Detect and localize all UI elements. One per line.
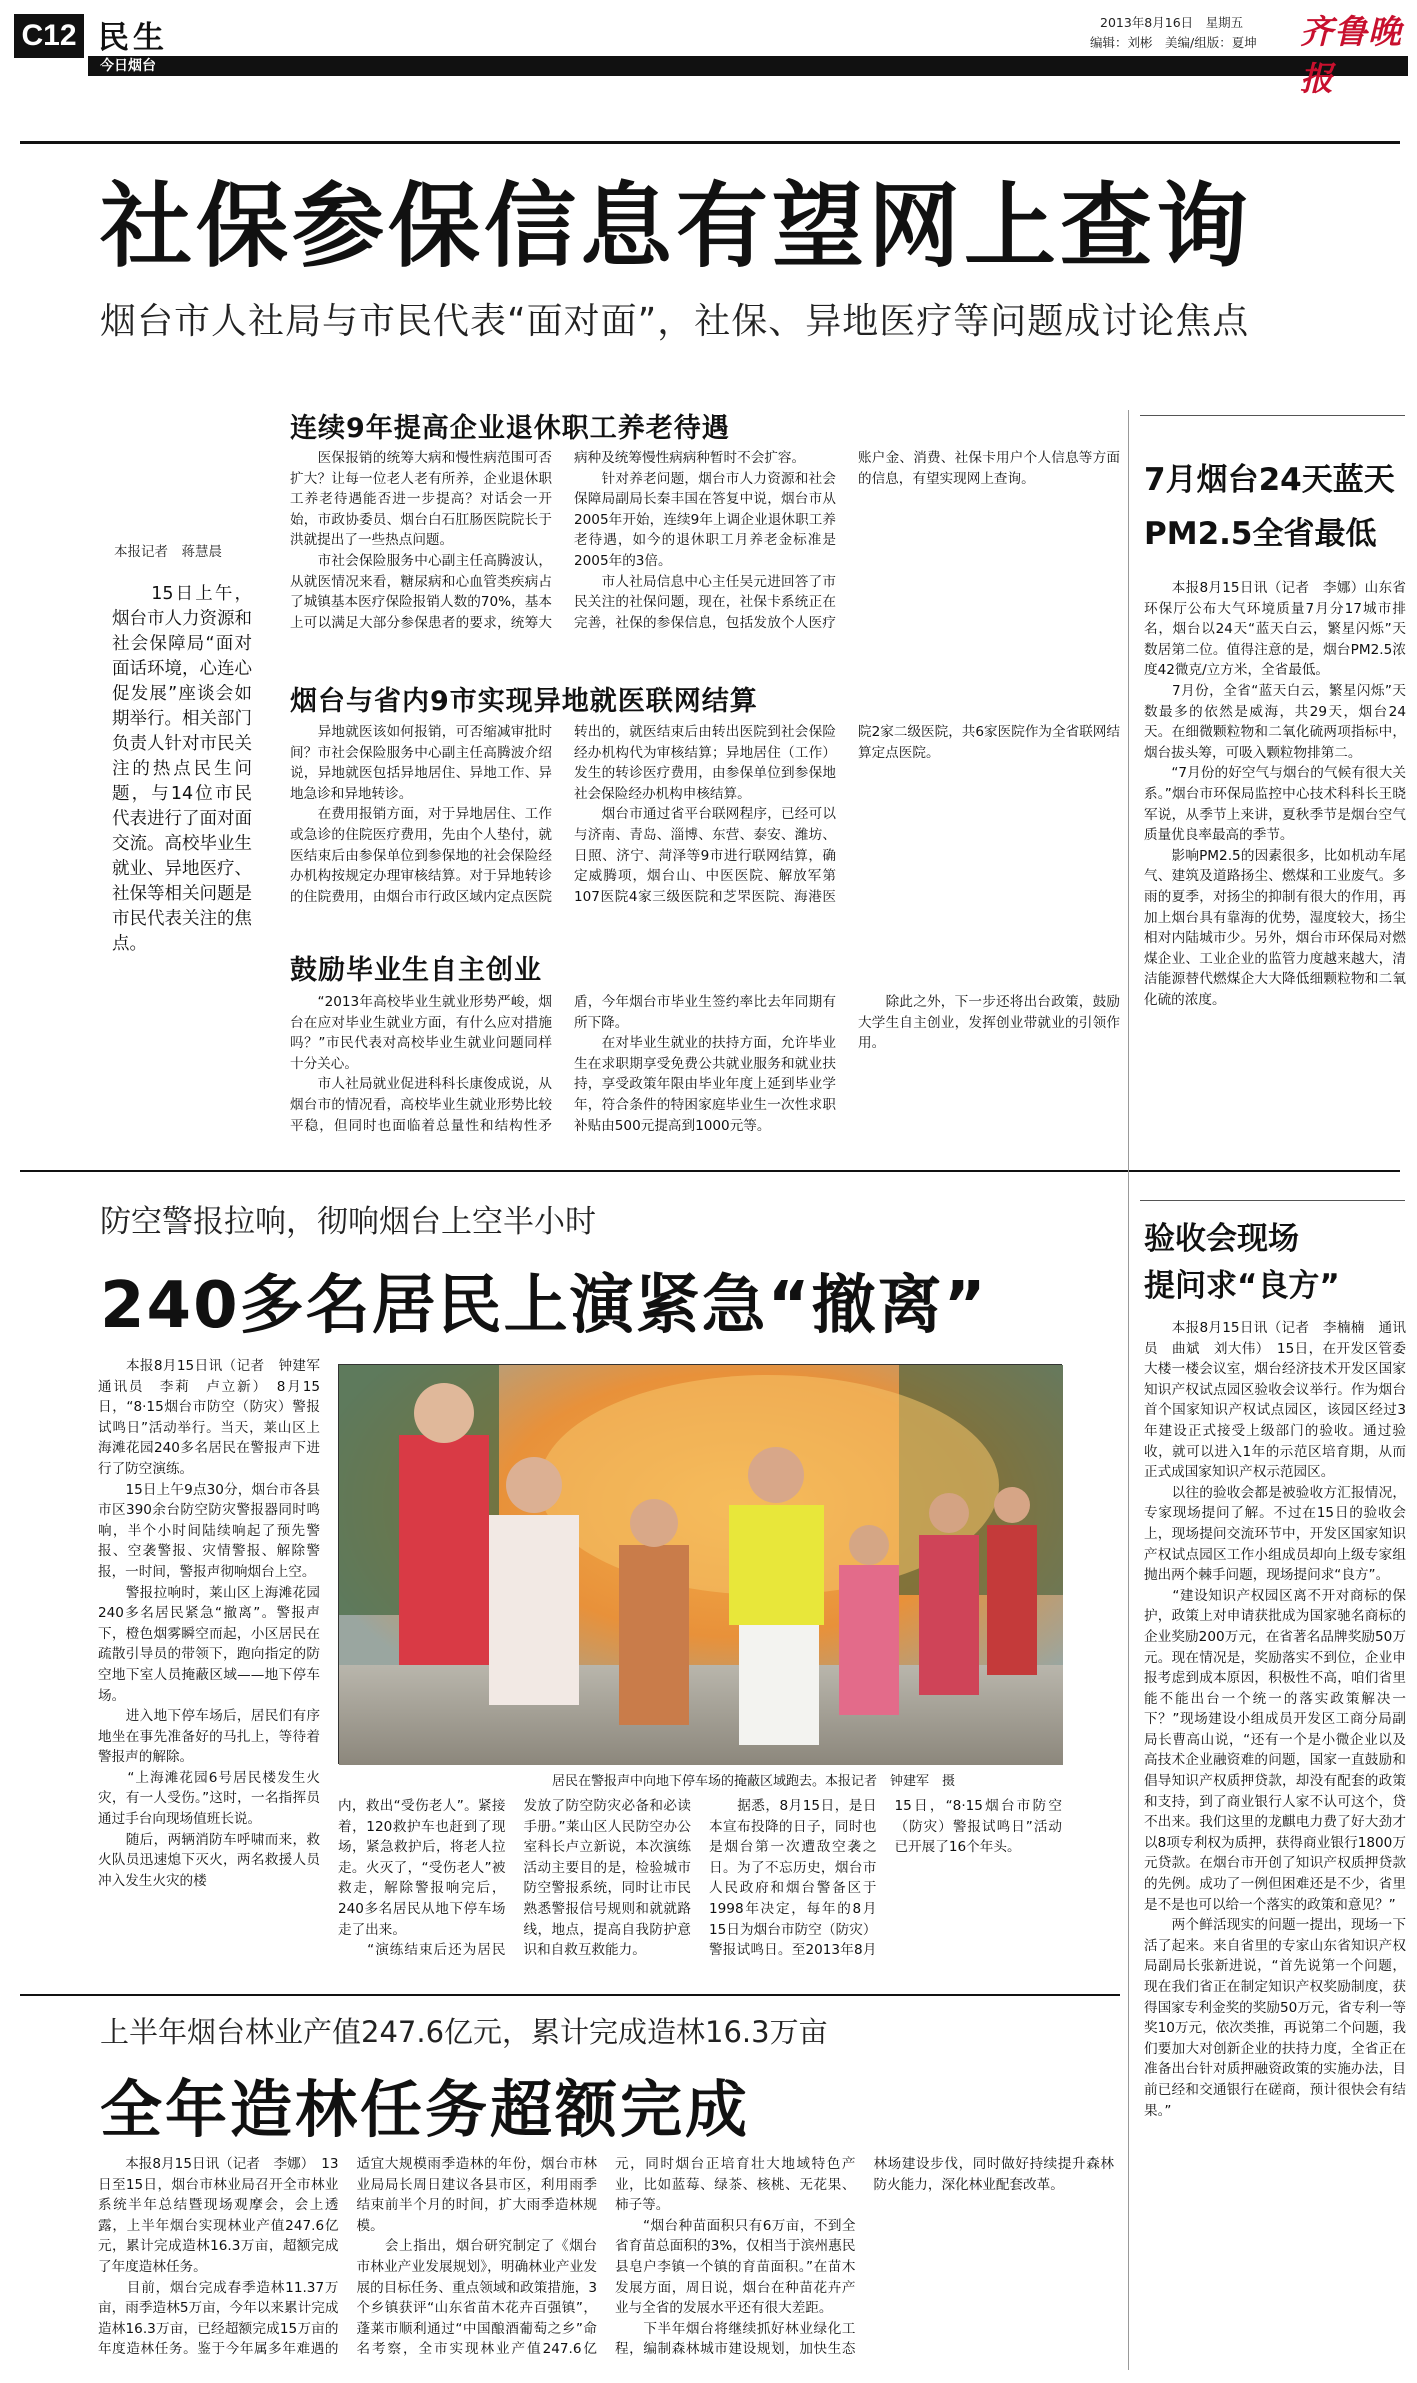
airraid-kicker: 防空警报拉响，彻响烟台上空半小时 — [100, 1204, 596, 1240]
ip-headline-1: 验收会现场 — [1144, 1221, 1299, 1257]
subsection-bar — [88, 56, 1408, 76]
lead-byline: 本报记者 蒋慧晨 — [114, 544, 222, 560]
section-title-medical: 烟台与省内9市实现异地就医联网结算 — [290, 686, 758, 717]
evacuation-photo-illustration — [339, 1365, 1063, 1765]
airraid-body-left: 本报8月15日讯（记者 钟建军 通讯员 李莉 卢立新） 8月15日，“8·15烟台市防空（防灾）警报试鸣日”活动举行。当天，莱山区上海滩花园240多名居民在警报声下进行了防空演练。 15日上午9点30分，烟台市各县市区390余台防空防灾警报器同时鸣响，半个小时间陆续响起了预先警报、空袭警报、灾情警报、解除警报，一时间，警报声彻响烟台上空。 警报拉响时，莱山区上海滩花园240多名居民紧急“撤离”。警报声下，橙色烟雾瞬空而起，小区居民在疏散引导员的带领下，跑向指定的防空地下室人员掩蔽区域——地下停车场。 进入地下停车场后，居民们有序地坐在事先准备好的马扎上，等待着警报声的解除。 “上海滩花园6号居民楼发生火灾，有一人受伤。”这时，一名指挥员通过手台向现场值班长说。 随后，两辆消防车呼啸而来，救火队员迅速熄下灭火，两名救援人员冲入发生火灾的楼 — [98, 1358, 320, 1889]
section-name: 民生 — [98, 20, 168, 56]
section-title-pension: 连续9年提高企业退休职工养老待遇 — [290, 413, 730, 444]
airraid-headline: 240多名居民上演紧急“撤离” — [100, 1269, 988, 1343]
ip-headline-2: 提问求“良方” — [1144, 1268, 1340, 1304]
right-column-divider — [1128, 410, 1129, 2370]
masthead — [0, 0, 1417, 98]
pm25-body: 本报8月15日讯（记者 李娜）山东省环保厅公布大气环境质量7月分17城市排名，烟台以24天“蓝天白云，繁星闪烁”天数居第二位。值得注意的是，烟台PM2.5浓度42微克/立方米，全省最低。 7月份，全省“蓝天白云，繁星闪烁”天数最多的依然是威海，共29天，烟台24天。在细微颗粒物和二氧化硫两项指标中，烟台拔头筹，可吸入颗粒物排第二。 “7月份的好空气与烟台的气候有很大关系。”烟台市环保局监控中心技术科科长王晓军说，从季节上来讲，夏秋季节是烟台空气质量优良率最高的季节。 影响PM2.5的因素很多，比如机动车尾气、建筑及道路扬尘、燃煤和工业废气。多雨的夏季，对扬尘的抑制有很大的作用，再加上烟台具有靠海的优势，湿度较大，扬尘相对内陆城市少。另外，烟台市环保局对燃煤企业、工业企业的监管力度越来越大，清洁能源替代燃煤企大大降低细颗粒物和二氧化硫的浓度。 — [1144, 580, 1406, 1008]
section-body-graduates: “2013年高校毕业生就业形势严峻，烟台在应对毕业生就业方面，有什么应对措施吗？”市民代表对高校毕业生就业问题同样十分关心。 市人社局就业促进科科长康俊成说，从烟台市的情况看，高校毕业生就业形势比较平稳，但同时也面临着总量性和结构性矛盾，今年烟台市毕业生签约率比去年同期有所下降。 在对毕业生就业的扶持方面，允许毕业生在求职期享受免费公共就业服务和就业扶持，享受政策年限由毕业年度上延到毕业学年，符合条件的特困家庭毕业生一次性求职补贴由500元提高到1000元等。 除此之外，下一步还将出台政策，鼓励大学生自主创业，发挥创业带就业的引领作用。 — [290, 994, 1120, 1134]
forestry-body: 本报8月15日讯（记者 李娜） 13日至15日，烟台市林业局召开全市林业系统半年总结暨现场观摩会，会上透露，上半年烟台实现林业产值247.6亿元，累计完成造林16.3万亩，超额完成了年度造林任务。 目前，烟台完成春季造林11.37万亩，雨季造林5万亩，今年以来累计完成造林16.3万亩，已经超额完成15万亩的年度造林任务。鉴于今年属多年难遇的适宜大规模雨季造林的年份，烟台市林业局局长周日建议各县市区，利用雨季结束前半个月的时间，扩大雨季造林规模。 会上指出，烟台研究制定了《烟台市林业产业发展规划》，明确林业产业发展的目标任务、重点领域和政策措施，3个乡镇获评“山东省苗木花卉百强镇”，蓬莱市顺利通过“中国酿酒葡萄之乡”命名考察，全市实现林业产值247.6亿元，同时烟台正培育壮大地域特色产业，比如蓝莓、绿茶、核桃、无花果、柿子等。 “烟台种苗面积只有6万亩，不到全省育苗总面积的3%，仅相当于滨州惠民县皂户李镇一个镇的育苗面积。”在苗木发展方面，周日说，烟台在种苗花卉产业与全省的发展水平还有很大差距。 下半年烟台将继续抓好林业绿化工程，编制森林城市建设规划，加快生态林场建设步伐，同时做好持续提升森林防火能力，深化林业配套改革。 — [98, 2156, 1114, 2358]
forestry-kicker: 上半年烟台林业产值247.6亿元，累计完成造林16.3万亩 — [100, 2015, 828, 2049]
airraid-photo-caption: 居民在警报声中向地下停车场的掩蔽区域跑去。本报记者 钟建军 摄 — [552, 1774, 956, 1789]
editors-line: 编辑：刘彬 美编/组版：夏坤 — [1090, 35, 1257, 50]
airraid-photo — [338, 1364, 1062, 1764]
airraid-body-bottom: 内，救出“受伤老人”。紧接着，120救护车也赶到了现场，紧急救护后，将老人拉走。火灭了，“受伤老人”被救走，解除警报响完后，240多名居民从地下停车场走了出来。 “演练结束后还为居民发放了防空防灾必备和必读手册。”莱山区人民防空办公室科长卢立新说，本次演练活动主要目的是，检验城市防空警报系统，同时让市民熟悉警报信号规则和就就路线，地点，提高自我防护意识和自救互救能力。 据悉，8月15日，是日本宣布投降的日子，同时也是烟台第一次遭敌空袭之日。为了不忘历史，烟台市人民政府和烟台警备区于1998年决定，每年的8月15日为烟台市防空（防灾）警报试鸣日。至2013年8月15日，“8·15烟台市防空（防灾）警报试鸣日”活动已开展了16个年头。 — [338, 1798, 1062, 1959]
paper-logo: 齐鲁晚报 — [1300, 12, 1402, 98]
pm25-headline-2: PM2.5全省最低 — [1144, 516, 1377, 552]
ip-body: 本报8月15日讯（记者 李楠楠 通讯员 曲斌 刘大伟） 15日，在开发区管委大楼一楼会议室，烟台经济技术开发区国家知识产权试点园区验收会议举行。作为烟台首个国家知识产权试点园区，该园区经过3年建设正式接受上级部门的验收。通过验收，就可以进入1年的示范区培育期，从而正式成国家知识产权示范园区。 以往的验收会都是被验收方汇报情况，专家现场提问了解。不过在15日的验收会上，现场提问交流环节中，开发区国家知识产权试点园区工作小组成员却向上级专家组抛出两个棘手问题，现场提问求“良方”。 “建设知识产权园区离不开对商标的保护，政策上对申请获批成为国家驰名商标的企业奖励200万元，在省著名品牌奖励50万元。现在情况是，奖励落实不到位，企业申报考虑到成本原因，积极性不高，咱们省里能不能出台一个统一的落实政策解决一下？”现场建设小组成员开发区工商分局副局长曹高山说，“还有一个是小微企业以及高技术企业融资难的问题，国家一直鼓励和倡导知识产权质押贷款，却没有配套的政策和支持，到了商业银行人家不认可这个，贷不出来。我们这里的龙麒电力费了好大劲才以8项专利权为质押，获得商业银行1800万元贷款。在烟台市开创了知识产权质押贷款的先例。成功了一例但困难还是不少，省里是不是也可以给一个落实的政策和意见？” 两个鲜活现实的问题一提出，现场一下活了起来。来自省里的专家山东省知识产权局副局长张新进说，“首先说第一个问题，现在我们省正在制定知识产权奖励制度，获得国家专利金奖的奖励50万元，省专利一等奖10万元，依次类推，再说第二个问题，我们要加大对创新企业的扶持力度，全省正在准备出台针对质押融资政策的实施办法，目前已经和交通银行在磋商，预计很快会有结果。” — [1144, 1320, 1406, 2119]
rule-ip — [1140, 1200, 1405, 1201]
pm25-headline-1: 7月烟台24天蓝天 — [1144, 462, 1395, 498]
section-body-medical: 异地就医该如何报销，可否缩减审批时间？市社会保险服务中心副主任高腾波介绍说，异地就医包括异地居住、异地工作、异地急诊和异地转诊。 在费用报销方面，对于异地居住、工作或急诊的住院医疗费用，先由个人垫付，就医结束后由参保单位到参保地的社会保险经办机构按规定办理审核结算。对于异地转诊的住院费用，由烟台市行政区域内定点医院转出的，就医结束后由转出医院到社会保险经办机构代为审核结算；异地居住（工作）发生的转诊医疗费用，由参保单位到参保地社会保险经办机构申核结算。 烟台市通过省平台联网程序，已经可以与济南、青岛、淄博、东营、泰安、潍坊、日照、济宁、菏泽等9市进行联网结算，确定威腾项，烟台山、中医医院、解放军第107医院4家三级医院和芝罘医院、海港医院2家二级医院，共6家医院作为全省联网结算定点医院。 — [290, 724, 1120, 905]
section-title-graduates: 鼓励毕业生自主创业 — [290, 955, 542, 986]
lead-headline: 社保参保信息有望网上查询 — [100, 173, 1253, 280]
rule-mid — [20, 1170, 1400, 1172]
rule-top-thick — [20, 141, 1400, 144]
rule-forestry — [20, 1994, 1120, 1996]
forestry-headline: 全年造林任务超额完成 — [100, 2073, 751, 2146]
subsection-name: 今日烟台 — [100, 58, 156, 74]
section-body-pension: 医保报销的统筹大病和慢性病范围可否扩大？让每一位老人老有所养，企业退休职工养老待遇能否进一步提高？对话会一开始，市政协委员、烟台白石肛肠医院院长于洪就提出了一些热点问题。 市社会保险服务中心副主任高腾波认，从就医情况来看，糖尿病和心血管类疾病占了城镇基本医疗保险报销人数的70%，基本上可以满足大部分参保患者的要求，统筹大病种及统筹慢性病病种暂时不会扩容。 针对养老问题，烟台市人力资源和社会保障局副局长秦丰国在答复中说，烟台市从2005年开始，连续9年上调企业退休职工养老待遇，如今的退休职工月养老金标准是2005年的3倍。 市人社局信息中心主任吴元进回答了市民关注的社保问题，现在，社保卡系统正在完善，社保的参保信息，包括发放个人医疗账户金、消费、社保卡用户个人信息等方面的信息，有望实现网上查询。 — [290, 450, 1120, 631]
lead-intro: 15日上午，烟台市人力资源和社会保障局“面对面话环境，心连心促发展”座谈会如期举行。相关部门负责人针对市民关注的热点民生问题，与14位市民代表进行了面对面交流。高校毕业生就业、异地医疗、社保等相关问题是市民代表关注的焦点。 — [112, 584, 252, 954]
page-code: C12 — [21, 19, 77, 52]
date-line: 2013年8月16日 星期五 — [1100, 15, 1244, 30]
rule-pm25 — [1140, 415, 1405, 416]
lead-deck: 烟台市人社局与市民代表“面对面”，社保、异地医疗等问题成讨论焦点 — [100, 301, 1250, 342]
